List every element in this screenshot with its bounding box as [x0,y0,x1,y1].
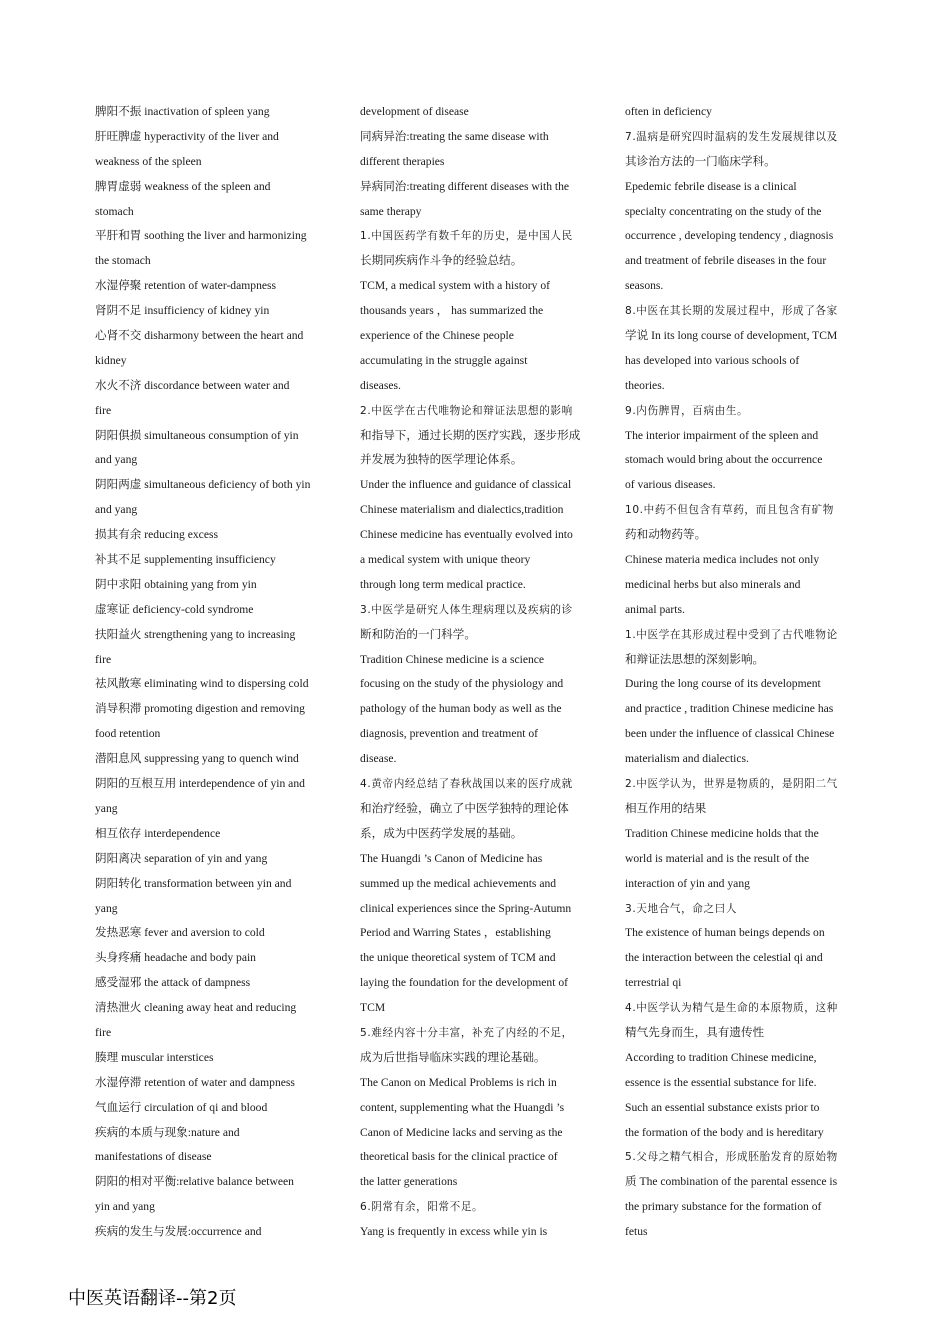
text-line: animal parts. [625,602,685,616]
text-line: 补其不足 supplementing insufficiency [95,553,276,567]
text-line: Tradition Chinese medicine holds that the [625,826,819,840]
text-line: 阴阳转化 transformation between yin and [95,876,292,890]
text-line: 和辩证法思想的深刻影响。 [625,652,765,666]
text-line: experience of the Chinese people [360,329,514,343]
text-line: thousands years ， has summarized the [360,304,544,318]
text-line: 阴阳的互根互用 interdependence of yin and [95,777,305,791]
text-line: of various diseases. [625,478,716,492]
text-line: 质 The combination of the parental essence is [625,1175,838,1189]
text-line: Such an essential substance exists prior to [625,1100,820,1114]
text-line: Yang is frequently in excess while yin is [360,1225,548,1239]
text-line: laying the foundation for the development of [360,976,568,990]
text-line: According to tradition Chinese medicine, [625,1050,817,1064]
text-line: stomach would bring about the occurrence [625,453,823,467]
text-line: yang [95,801,118,815]
text-line: Chinese materia medica includes not only [625,553,820,567]
text-line: 祛风散寒 eliminating wind to dispersing cold [95,677,309,691]
text-line: 4.中医学认为精气是生命的本原物质，这种 [625,1002,838,1015]
text-line: Epedemic febrile disease is a clinical [625,179,797,193]
text-line: TCM [360,1001,386,1015]
page-footer: 中医英语翻译--第2页 [68,1288,237,1309]
text-line: 药和动物药等。 [625,528,707,542]
text-line: 扶阳益火 strengthening yang to increasing [95,627,296,641]
text-line: 7.温病是研究四时温病的发生发展规律以及 [625,130,838,143]
text-line: 平肝和胃 soothing the liver and harmonizing [95,229,307,243]
text-line: The Huangdi ’s Canon of Medicine has [360,851,543,865]
text-line: materialism and dialectics. [625,752,749,766]
text-line: 和治疗经验，确立了中医学独特的理论体 [360,801,569,815]
text-line: 脾胃虚弱 weakness of the spleen and [95,179,271,193]
text-line: essence is the essential substance for life. [625,1075,817,1089]
text-line: seasons. [625,279,664,293]
text-line: through long term medical practice. [360,577,526,591]
text-line: 阴阳离决 separation of yin and yang [95,851,268,865]
text-line: 长期同疾病作斗争的经验总结。 [360,254,523,268]
text-line: 3.天地合气，命之曰人 [625,902,738,915]
text-line: 清热泄火 cleaning away heat and reducing [95,1001,297,1015]
text-line: 发热恶寒 fever and aversion to cold [95,926,265,940]
text-line: specialty concentrating on the study of the [625,204,822,218]
column-middle [360,100,600,1245]
text-line: 8.中医在其长期的发展过程中，形成了各家 [625,305,838,318]
text-line: 10.中药不但包含有草药，而且包含有矿物 [625,504,834,517]
text-line: focusing on the study of the physiology and [360,677,564,691]
text-line: The existence of human beings depends on [625,926,825,940]
text-line: pathology of the human body as well as the [360,702,562,716]
text-line: the latter generations [360,1175,458,1189]
text-line: 感受湿邪 the attack of dampness [95,976,251,990]
text-line: yang [95,901,118,915]
text-line: 2.中医学在古代唯物论和辩证法思想的影响 [360,404,573,417]
text-line: disease. [360,752,397,766]
text-line: Chinese materialism and dialectics,tradition [360,503,564,517]
text-line: 气血运行 circulation of qi and blood [95,1100,268,1114]
text-line: 疾病的发生与发展:occurrence and [95,1225,262,1239]
text-line: 虚寒证 deficiency-cold syndrome [95,602,254,616]
text-line: yin and yang [95,1200,155,1214]
text-line: 肝旺脾虚 hyperactivity of the liver and [95,129,279,143]
text-line: 相互作用的结果 [625,801,707,815]
text-line: 4.黄帝内经总结了春秋战国以来的医疗成就 [360,778,573,791]
text-line: 和指导下，通过长期的医疗实践，逐步形成 [360,428,581,442]
text-line: 头身疼痛 headache and body pain [95,951,256,965]
text-line: 1.中医学在其形成过程中受到了古代唯物论 [625,628,838,641]
text-line: 成为后世指导临床实践的理论基础。 [360,1050,546,1064]
text-line: Chinese medicine has eventually evolved into [360,528,573,542]
text-line: theories. [625,378,665,392]
text-line: Canon of Medicine lacks and serving as the [360,1125,563,1139]
text-line: a medical system with unique theory [360,553,531,567]
text-line: and practice , tradition Chinese medicine has [625,702,834,716]
text-line: 水湿停聚 retention of water-dampness [95,279,277,293]
text-line: 疾病的本质与现象:nature and [95,1125,240,1139]
text-line: accumulating in the struggle against [360,353,528,367]
text-line: manifestations of disease [95,1150,212,1164]
text-line: fetus [625,1225,648,1239]
text-line: 5.父母之精气相合，形成胚胎发育的原始物 [625,1151,838,1164]
text-line: kidney [95,353,127,367]
text-line: often in deficiency [625,105,712,118]
text-line: and treatment of febrile diseases in the four [625,254,827,268]
text-line: 6.阴常有余，阳常不足。 [360,1201,484,1214]
text-line: fire [95,403,112,417]
text-line: development of disease [360,105,469,118]
text-line: 阴阳两虚 simultaneous deficiency of both yin [95,478,311,492]
text-line: 其诊治方法的一门临床学科。 [625,154,776,168]
text-line: world is material and is the result of the [625,851,810,865]
text-line: occurrence , developing tendency , diagnosis [625,229,834,243]
text-line: 潜阳息风 suppressing yang to quench wind [95,752,299,766]
text-line: 3.中医学是研究人体生理病理以及疾病的诊 [360,603,573,616]
text-line: content, supplementing what the Huangdi ’s [360,1100,565,1114]
text-line: 阴中求阳 obtaining yang from yin [95,577,257,591]
text-line: 9.内伤脾胃，百病由生。 [625,404,749,417]
text-line: been under the influence of classical Chinese [625,727,835,741]
text-line: 腠理 muscular interstices [95,1050,214,1064]
text-line: theoretical basis for the clinical practice of [360,1150,558,1164]
text-line: fire [95,652,112,666]
text-line: 阴阳的相对平衡:relative balance between [95,1175,294,1189]
text-line: During the long course of its development [625,677,821,691]
text-line: 同病异治:treating the same disease with [360,129,549,143]
text-line: food retention [95,727,161,741]
text-line: 1.中国医药学有数千年的历史，是中国人民 [360,230,573,243]
text-line: 心肾不交 disharmony between the heart and [95,329,304,343]
text-line: 水火不济 discordance between water and [95,378,290,392]
text-line: 5.难经内容十分丰富，补充了内经的不足， [360,1026,573,1039]
column-right [625,100,865,1245]
text-line: TCM, a medical system with a history of [360,279,550,293]
text-line: 断和防治的一门科学。 [360,627,476,641]
text-line: same therapy [360,204,422,218]
text-line: Under the influence and guidance of classical [360,478,572,492]
text-line: 系，成为中医药学发展的基础。 [360,826,523,840]
text-line: the interaction between the celestial qi and [625,951,823,965]
text-line: terrestrial qi [625,976,682,990]
text-line: clinical experiences since the Spring-Autumn [360,901,572,915]
text-line: stomach [95,204,134,218]
text-line: The interior impairment of the spleen and [625,428,819,442]
text-line: 脾阳不振 inactivation of spleen yang [95,105,270,118]
text-line: 水湿停滞 retention of water and dampness [95,1075,295,1089]
text-line: the unique theoretical system of TCM and [360,951,556,965]
text-line: the formation of the body and is hereditary [625,1125,824,1139]
text-line: summed up the medical achievements and [360,876,557,890]
text-line: 损其有余 reducing excess [95,528,218,542]
text-line: The Canon on Medical Problems is rich in [360,1075,557,1089]
text-line: has developed into various schools of [625,353,800,367]
text-line: 并发展为独特的医学理论体系。 [360,453,523,467]
text-line: weakness of the spleen [95,154,202,168]
text-line: 消导积滞 promoting digestion and removing [95,702,305,716]
text-line: 精气先身而生，具有遗传性 [625,1025,765,1039]
text-line: the stomach [95,254,151,268]
text-line: diagnosis, prevention and treatment of [360,727,539,741]
column-left [95,100,335,1245]
text-line: and yang [95,503,138,517]
text-line: diseases. [360,378,401,392]
text-line: 学说 In its long course of development, TCM [625,329,838,343]
text-line: Tradition Chinese medicine is a science [360,652,545,666]
text-line: and yang [95,453,138,467]
text-line: 肾阴不足 insufficiency of kidney yin [95,304,270,318]
text-line: medicinal herbs but also minerals and [625,577,801,591]
text-line: fire [95,1025,112,1039]
text-line: Period and Warring States ，establishing [360,926,551,940]
text-line: 2.中医学认为，世界是物质的，是阴阳二气 [625,778,838,791]
text-line: the primary substance for the formation of [625,1200,822,1214]
text-line: 阴阳俱损 simultaneous consumption of yin [95,428,299,442]
text-line: different therapies [360,154,445,168]
text-line: 异病同治:treating different diseases with the [360,179,570,193]
text-line: 相互依存 interdependence [95,826,221,840]
text-line: interaction of yin and yang [625,876,750,890]
